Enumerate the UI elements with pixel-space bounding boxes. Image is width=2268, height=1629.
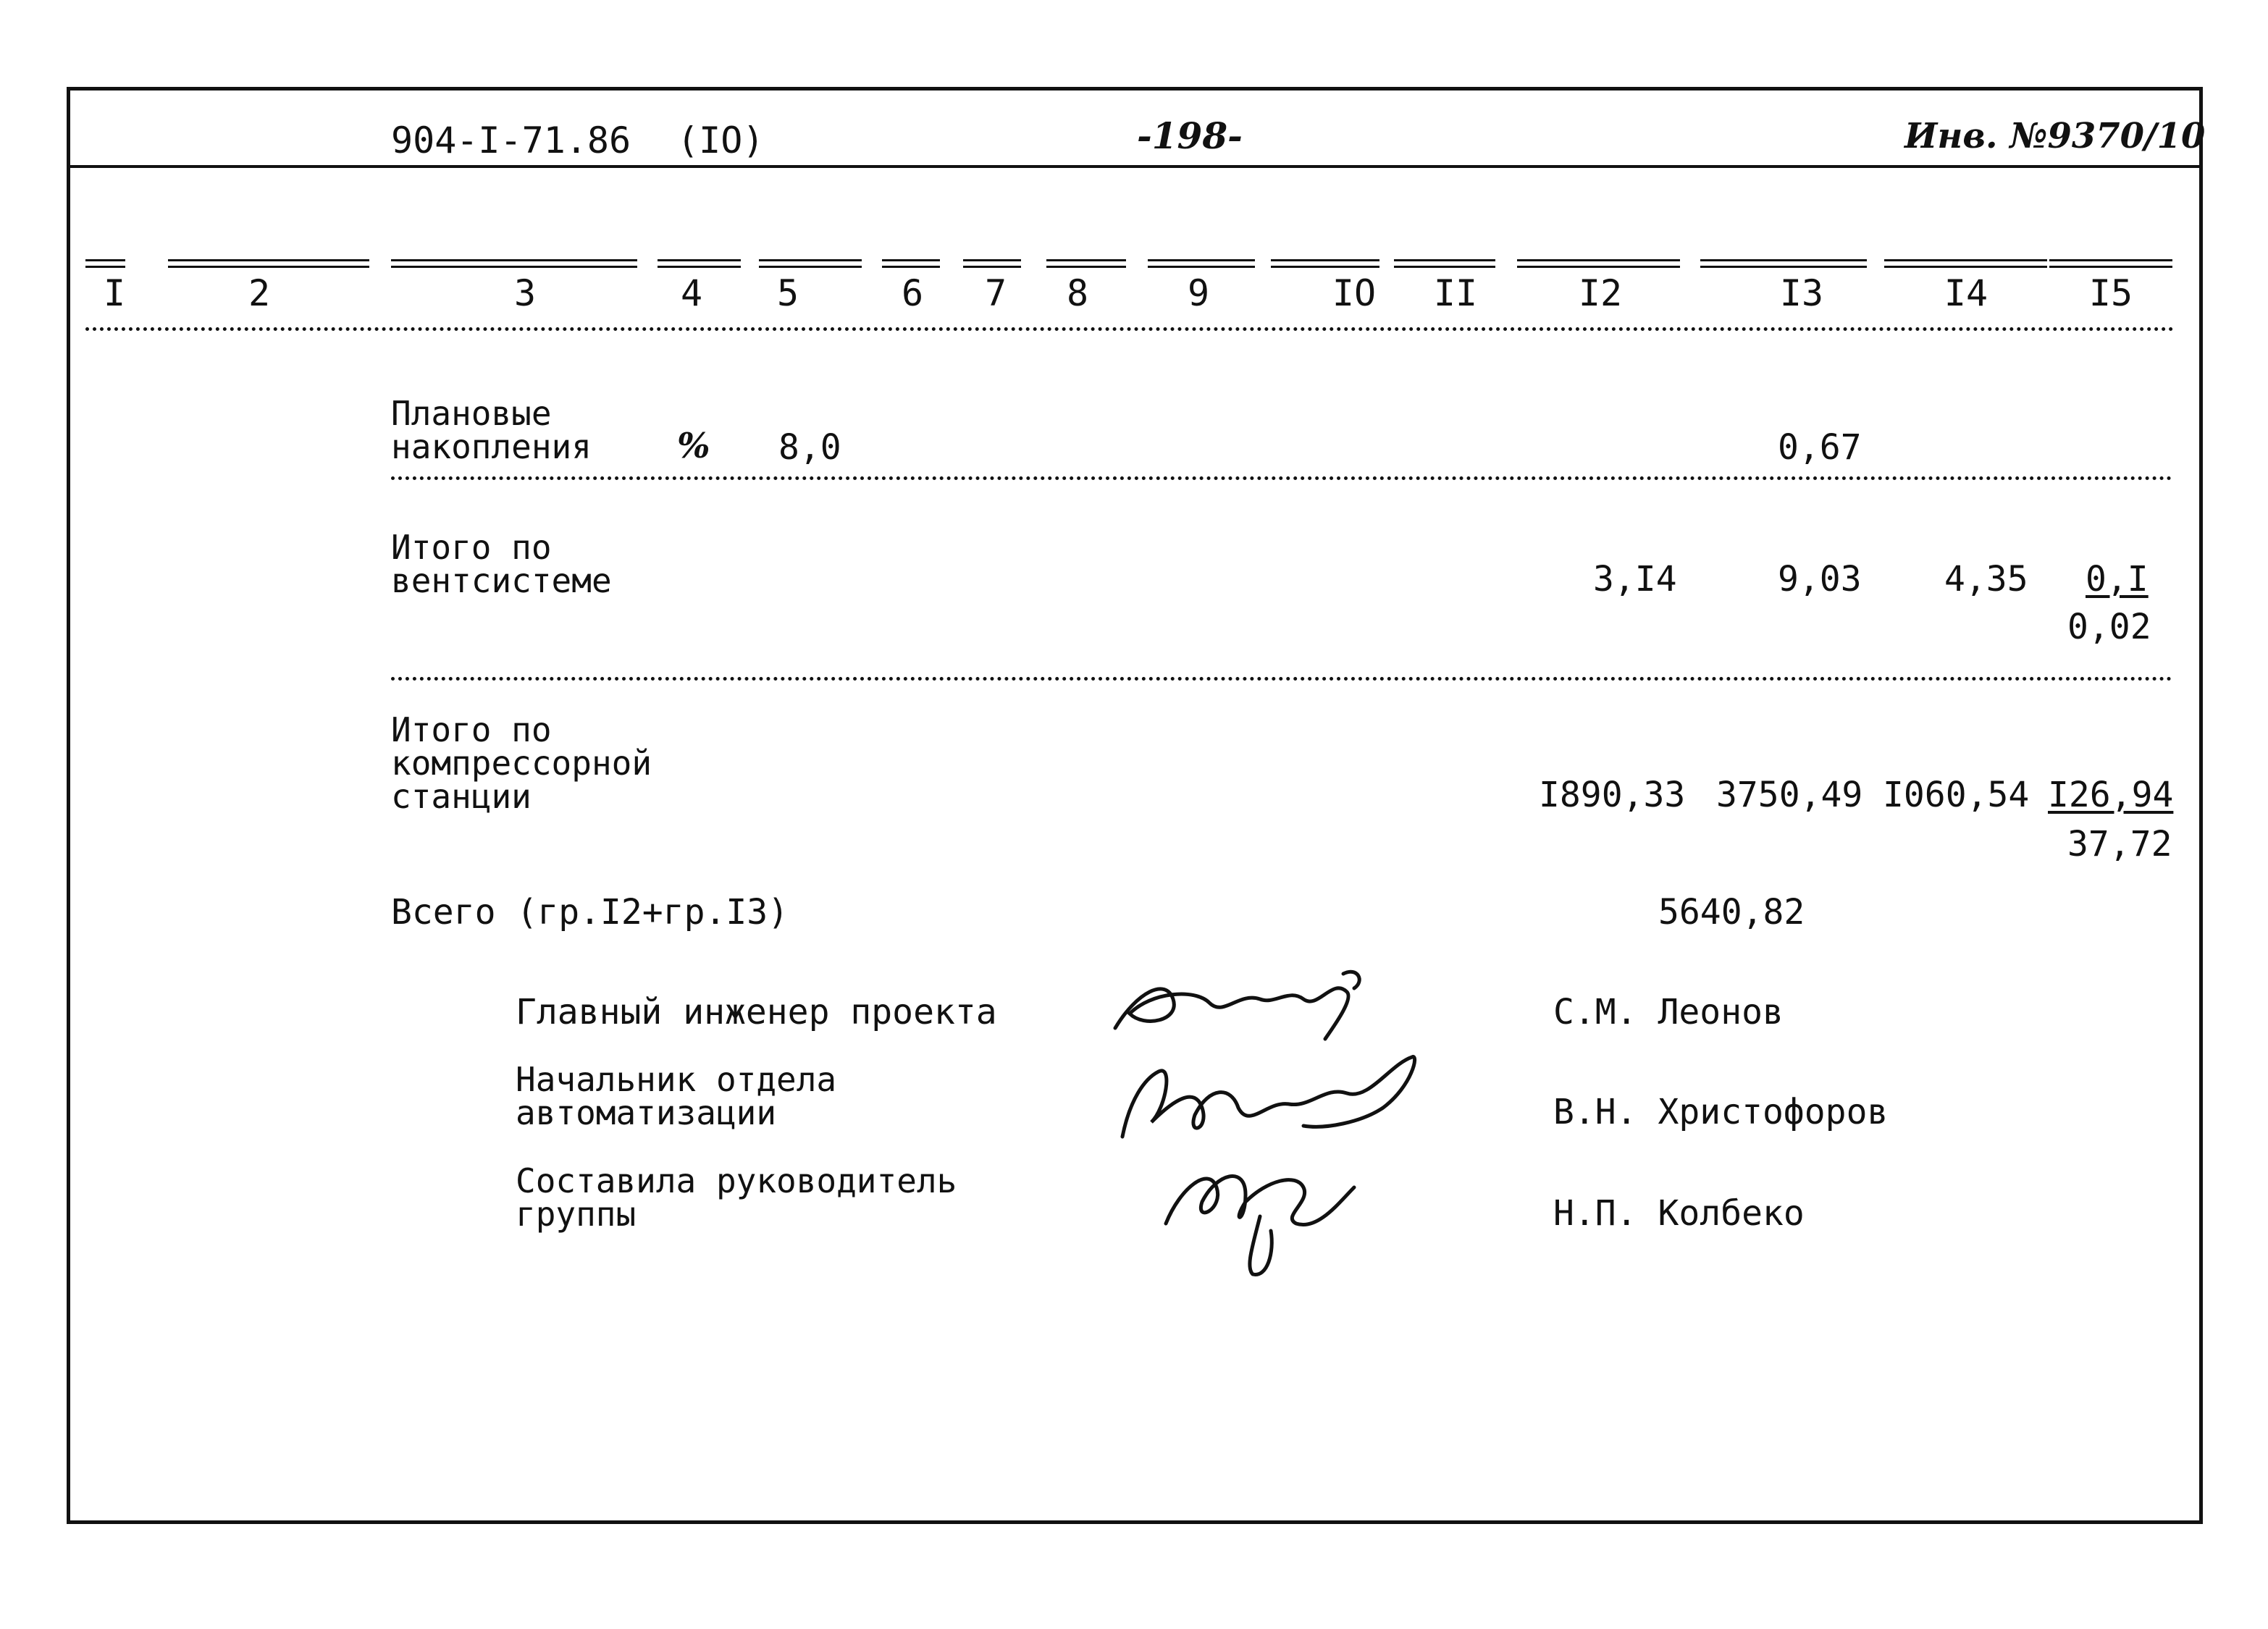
column-number: IO [1332,272,1377,314]
signature-role-2-line2: автоматизации [516,1093,777,1132]
signature-role-2-line1: Начальник отдела [516,1060,837,1099]
row-planned-rate: 8,0 [778,427,841,468]
column-number: II [1433,272,1478,314]
row-compressor-col15-top: I26,94 [2048,775,2174,815]
row-vent-col15-bottom: 0,02 [2067,607,2151,647]
row-vent-col15-top: 0,I [2086,559,2149,599]
row-compressor-col14: I060,54 [1883,775,2030,815]
header-bottom-rule [85,327,2175,331]
column-number: 3 [513,272,537,314]
column-bar [1517,259,1680,268]
column-number: I4 [1944,272,1988,314]
column-bar [391,259,637,268]
column-bar [1046,259,1126,268]
signature-name-2: В.Н. Христофоров [1553,1092,1889,1132]
signature-mark-1 [1086,948,1376,1050]
row-planned-col13: 0,67 [1778,427,1862,468]
column-number: I [103,272,126,314]
page-number: -198- [1137,114,1243,157]
frame-top-border [67,87,2203,90]
column-bar [882,259,940,268]
row-planned-label-2: накопления [391,427,592,466]
row-compressor-label-2: компрессорной [391,744,652,783]
total-value: 5640,82 [1658,892,1805,933]
column-bar [759,259,862,268]
column-bar [168,259,369,268]
column-number: 9 [1187,272,1210,314]
frame-right-border [2199,87,2203,1524]
total-label: Всего (гр.I2+гр.I3) [391,892,789,933]
column-bar [1271,259,1379,268]
inventory-number: Инв. №9370/10 [1904,116,2206,156]
signature-mark-2 [1108,1043,1427,1158]
row-vent-col13: 9,03 [1778,559,1862,599]
signature-role-3-line2: группы [516,1195,637,1234]
row-vent-col14: 4,35 [1944,559,2028,599]
column-number: 5 [776,272,799,314]
sheet-number: (IO) [677,119,765,161]
signature-name-1: С.М. Леонов [1553,992,1784,1032]
signature-role-3-line1: Составила руководитель [516,1161,957,1200]
column-bar [1700,259,1867,268]
column-number: 2 [248,272,271,314]
row-compressor-col13: 3750,49 [1716,775,1863,815]
signature-name-3: Н.П. Колбеко [1553,1193,1805,1234]
column-bar [85,259,125,268]
column-bar [2049,259,2172,268]
column-bar [1394,259,1495,268]
column-number: 8 [1066,272,1089,314]
column-number: I5 [2088,272,2133,314]
column-bar [963,259,1021,268]
frame-bottom-border [67,1520,2203,1524]
row-vent-label-1: Итого по [391,528,552,567]
column-number: 7 [984,272,1007,314]
row-planned-label-1: Плановые [391,394,552,433]
row-compressor-label-3: станции [391,777,532,816]
row-compressor-col15-bottom: 37,72 [2067,824,2172,864]
column-bar [1148,259,1255,268]
column-bar [658,259,741,268]
row-divider [391,677,2172,681]
header-rule [67,165,2203,168]
signature-mark-3 [1151,1144,1369,1281]
column-bar [1884,259,2047,268]
column-number: 4 [680,272,703,314]
column-number: I2 [1578,272,1623,314]
row-divider [391,476,2172,480]
row-planned-unit: % [677,426,710,466]
frame-left-border [67,87,70,1524]
row-vent-label-2: вентсистеме [391,561,612,600]
column-number: 6 [901,272,924,314]
row-vent-col12: 3,I4 [1593,559,1677,599]
column-number: I3 [1779,272,1824,314]
doc-code: 904-I-71.86 [391,119,631,161]
row-compressor-label-1: Итого по [391,710,552,749]
row-compressor-col12: I890,33 [1539,775,1686,815]
signature-role-1: Главный инженер проекта [516,992,997,1032]
